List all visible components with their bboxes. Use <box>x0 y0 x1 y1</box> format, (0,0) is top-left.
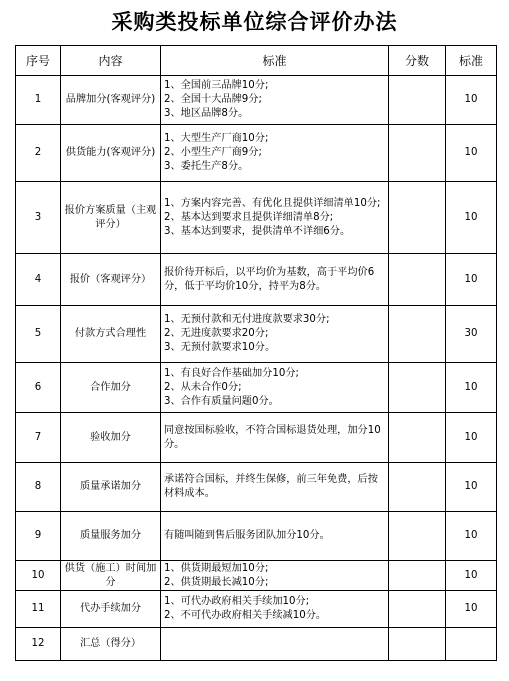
row-score-input[interactable] <box>389 182 446 254</box>
row-content: 供货能力(客观评分) <box>61 125 161 182</box>
header-row <box>16 46 497 76</box>
header-content: 内容 <box>61 46 161 76</box>
row-number: 11 <box>16 591 61 628</box>
table-row <box>16 512 497 561</box>
row-max-score: 10 <box>446 561 497 591</box>
standard-line: 3、合作有质量问题0分。 <box>164 395 279 407</box>
row-standard <box>161 306 389 363</box>
row-number: 2 <box>16 125 61 182</box>
row-score-input[interactable] <box>389 306 446 363</box>
row-content: 代办手续加分 <box>61 591 161 628</box>
row-number: 7 <box>16 413 61 463</box>
standard-line: 2、无进度款要求20分; <box>164 328 269 339</box>
row-content: 质量服务加分 <box>61 512 161 561</box>
row-max-score: 10 <box>446 512 497 561</box>
row-content: 质量承诺加分 <box>61 463 161 512</box>
row-max-score <box>446 628 497 661</box>
row-number: 5 <box>16 306 61 363</box>
standard-line: 1、可代办政府相关手续加10分; <box>164 596 310 607</box>
header-standard: 标准 <box>161 46 389 76</box>
table-row <box>16 76 497 125</box>
header-no: 序号 <box>16 46 61 76</box>
row-content: 汇总（得分） <box>61 628 161 661</box>
standard-line: 3、地区品牌8分。 <box>164 108 249 119</box>
row-number: 6 <box>16 363 61 413</box>
row-content: 供货（施工）时间加分 <box>61 561 161 591</box>
table-row <box>16 591 497 628</box>
row-max-score: 10 <box>446 413 497 463</box>
standard-line: 2、基本达到要求且提供详细清单8分; <box>164 211 334 223</box>
row-standard <box>161 363 389 413</box>
row-standard <box>161 591 389 628</box>
header-score: 分数 <box>389 46 446 76</box>
row-number: 12 <box>16 628 61 661</box>
row-standard <box>161 561 389 591</box>
table-row <box>16 363 497 413</box>
row-standard <box>161 463 389 512</box>
row-standard <box>161 125 389 182</box>
row-score-input[interactable] <box>389 363 446 413</box>
row-number: 10 <box>16 561 61 591</box>
row-score-input[interactable] <box>389 76 446 125</box>
standard-line: 有随叫随到售后服务团队加分10分。 <box>164 530 330 541</box>
row-score-input[interactable] <box>389 413 446 463</box>
standard-line: 承诺符合国标，并终生保修，前三年免费，后按材料成本。 <box>164 474 378 499</box>
row-score-input[interactable] <box>389 628 446 661</box>
table-row <box>16 254 497 306</box>
row-standard <box>161 76 389 125</box>
table-row <box>16 182 497 254</box>
row-content: 付款方式合理性 <box>61 306 161 363</box>
table-row <box>16 628 497 661</box>
standard-line: 1、全国前三品牌10分; <box>164 80 269 91</box>
table-row <box>16 413 497 463</box>
standard-line: 1、无预付款和无付进度款要求30分; <box>164 314 330 325</box>
row-score-input[interactable] <box>389 561 446 591</box>
standard-line: 1、方案内容完善、有优化且提供详细清单10分; <box>164 197 381 209</box>
row-score-input[interactable] <box>389 254 446 306</box>
row-max-score: 10 <box>446 76 497 125</box>
row-content: 报价（客观评分） <box>61 254 161 306</box>
row-max-score: 10 <box>446 254 497 306</box>
row-standard <box>161 512 389 561</box>
table-row <box>16 125 497 182</box>
row-max-score: 30 <box>446 306 497 363</box>
table-body <box>16 76 497 661</box>
row-number: 1 <box>16 76 61 125</box>
row-max-score: 10 <box>446 182 497 254</box>
row-standard <box>161 182 389 254</box>
evaluation-table <box>15 45 497 661</box>
row-score-input[interactable] <box>389 463 446 512</box>
row-content: 品牌加分(客观评分) <box>61 76 161 125</box>
row-standard <box>161 413 389 463</box>
standard-line: 2、全国十大品牌9分; <box>164 94 262 105</box>
row-number: 3 <box>16 182 61 254</box>
row-number: 4 <box>16 254 61 306</box>
row-score-input[interactable] <box>389 125 446 182</box>
row-max-score: 10 <box>446 591 497 628</box>
row-content: 合作加分 <box>61 363 161 413</box>
table-row <box>16 306 497 363</box>
row-score-input[interactable] <box>389 591 446 628</box>
row-max-score: 10 <box>446 463 497 512</box>
row-max-score: 10 <box>446 125 497 182</box>
row-content: 验收加分 <box>61 413 161 463</box>
table-row <box>16 561 497 591</box>
standard-line: 3、基本达到要求，提供清单不详细6分。 <box>164 225 351 237</box>
row-standard <box>161 254 389 306</box>
standard-line: 同意按国标验收，不符合国标退货处理，加分10分。 <box>164 424 381 450</box>
row-max-score: 10 <box>446 363 497 413</box>
row-number: 8 <box>16 463 61 512</box>
standard-line: 1、大型生产厂商10分; <box>164 133 269 144</box>
row-score-input[interactable] <box>389 512 446 561</box>
standard-line: 1、供货期最短加10分; <box>164 562 269 574</box>
header-max: 标准 <box>446 46 497 76</box>
standard-line: 2、小型生产厂商9分; <box>164 147 262 158</box>
standard-line: 2、供货期最长减10分; <box>164 576 269 588</box>
row-number: 9 <box>16 512 61 561</box>
standard-line: 3、无预付款要求10分。 <box>164 342 276 353</box>
table-row <box>16 463 497 512</box>
row-standard <box>161 628 389 661</box>
standard-line: 1、有良好合作基础加分10分; <box>164 367 299 379</box>
standard-line: 2、不可代办政府相关手续减10分。 <box>164 610 327 621</box>
standard-line: 报价待开标后，以平均价为基数，高于平均价6分，低于平均价10分，持平为8分。 <box>164 266 375 292</box>
standard-line: 3、委托生产8分。 <box>164 161 249 172</box>
page-title: 采购类投标单位综合评价办法 <box>111 9 398 34</box>
standard-line: 2、从未合作0分; <box>164 381 242 393</box>
row-content: 报价方案质量（主观评分） <box>61 182 161 254</box>
